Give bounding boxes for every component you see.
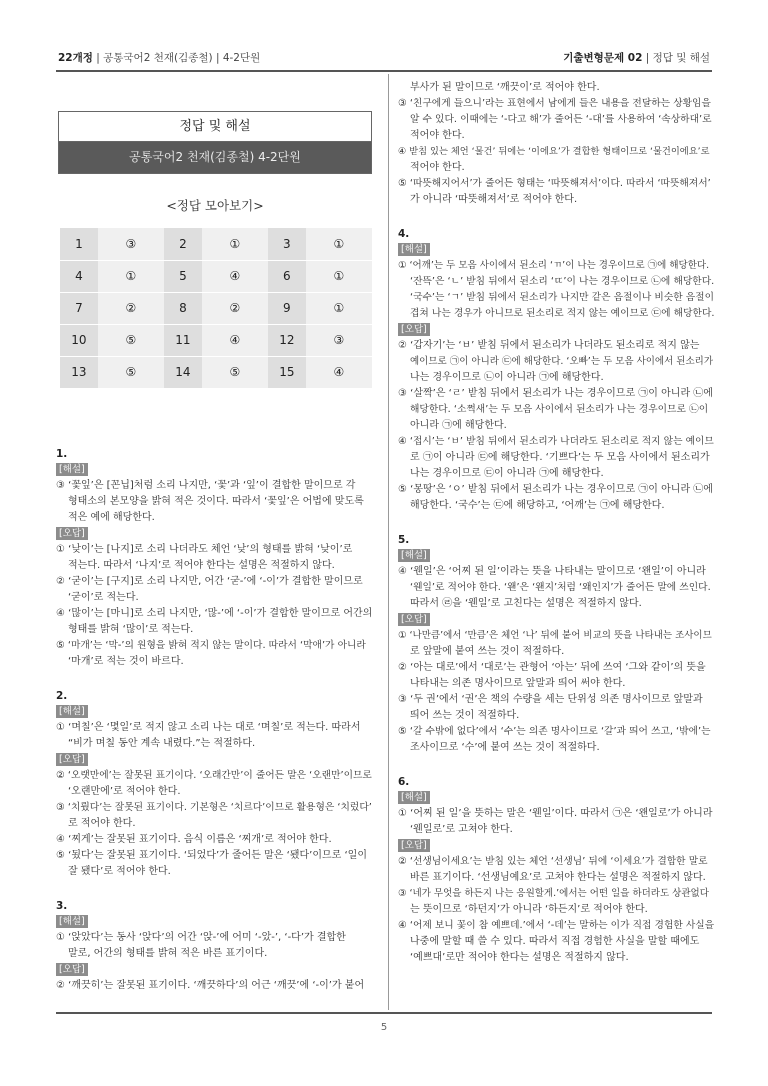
- explanation-continuation: ‘웬일로’로 고쳐야 한다.: [410, 824, 513, 835]
- explanation-continuation: 알 수 있다. 이때에는 ‘-다고 해’가 줄어든 ‘-대’를 사용하여 ‘속상하대’로: [410, 114, 712, 125]
- section-tag: [오답]: [56, 753, 88, 766]
- explanation-item: ① ‘낮이’는 [나지]로 소리 나더라도 체언 ‘낮’의 형태를 밝혀 ‘낮이’로: [56, 544, 353, 555]
- explanation-item: ① ‘앉았다’는 동사 ‘앉다’의 어간 ‘앉-’에 어미 ‘-았-’, ‘-다’가 결합한: [56, 932, 346, 943]
- question-number-cell: 1: [60, 228, 98, 260]
- answer-cell: ②: [202, 292, 268, 324]
- question-number: 5.: [398, 534, 410, 546]
- section-tag: [오답]: [398, 323, 430, 336]
- answer-cell: ④: [202, 324, 268, 356]
- question-number-cell: 10: [60, 324, 98, 356]
- spacer: [56, 880, 372, 898]
- answer-cell: ⑤: [202, 356, 268, 388]
- tag-line: [56, 914, 372, 930]
- explanation-item: ④ ‘많이’는 [마니]로 소리 나지만, ‘많-’에 ‘-이’가 결합한 말이므로 어간의: [56, 608, 373, 619]
- tag-line: [398, 612, 714, 628]
- header-right: [563, 50, 710, 65]
- header-exam-label: 기출변형문제 02: [563, 52, 643, 64]
- explanation-item: ③ ‘꽃잎’은 [꼰닙]처럼 소리 나지만, ‘꽃’과 ‘잎’이 결합한 말이므로 각: [56, 480, 356, 491]
- section-tag: [해설]: [56, 915, 88, 928]
- explanation-item: ④ ‘어제 보니 꽃이 참 예쁘데.’에서 ‘-데’는 말하는 이가 직접 경험한 사실을: [398, 920, 715, 931]
- explanation-continuation: 형태를 밝혀 ‘많이’로 적는다.: [68, 624, 194, 635]
- explanation-item: ③ ‘두 권’에서 ‘권’은 책의 수량을 세는 단위성 의존 명사이므로 앞말과: [398, 694, 703, 705]
- explanation-item: ① ‘며칠’은 ‘몇일’로 적지 않고 소리 나는 대로 ‘며칠’로 적는다. 따라서: [56, 722, 361, 733]
- explanation-continuation: 나타내는 의존 명사이므로 앞말과 띄어 써야 한다.: [410, 678, 626, 689]
- tag-line: [398, 790, 714, 806]
- answer-table: [60, 228, 372, 389]
- explanation-continuation: 나는 경우이므로 ㉢이 아니라 ㉠에 해당한다.: [410, 468, 604, 479]
- explanation-continuation: 띄어 쓰는 것이 적절하다.: [410, 710, 520, 721]
- left-column: [56, 446, 372, 994]
- question-number: 2.: [56, 690, 68, 702]
- tag-line: [398, 838, 714, 854]
- explanation-item: ④ ‘접시’는 ‘ㅂ’ 받침 뒤에서 된소리가 나더라도 된소리로 적지 않는 예이므: [398, 436, 714, 447]
- explanation-continuation: 아니라 ㉠에 해당한다.: [410, 420, 507, 431]
- explanation-continuation: 로 앞말에 붙여 쓰는 것이 적절하다.: [410, 646, 565, 657]
- question-number-cell: 6: [268, 260, 306, 292]
- answer-cell: ③: [306, 324, 372, 356]
- question-number-cell: 14: [164, 356, 202, 388]
- tag-line: [398, 242, 714, 258]
- question-number-cell: 7: [60, 292, 98, 324]
- section-tag: [해설]: [56, 463, 88, 476]
- answer-cell: ②: [98, 292, 164, 324]
- explanation-item: ② ‘깨끗히’는 잘못된 표기이다. ‘깨끗하다’의 어근 ‘깨끗’에 ‘-이’가 붙어: [56, 980, 365, 991]
- question-number-cell: 4: [60, 260, 98, 292]
- header-edition: 22개정: [58, 52, 93, 64]
- explanation-continuation: 적어야 한다.: [410, 162, 465, 173]
- explanation-item: ⑤ ‘따뜻해지어서’가 줄어든 형태는 ‘따뜻해져서’이다. 따라서 ‘따뜻해져서’: [398, 178, 711, 189]
- question-number: 1.: [56, 448, 68, 460]
- question-number: 6.: [398, 776, 410, 788]
- question-number: 3.: [56, 900, 68, 912]
- tag-line: [398, 548, 714, 564]
- answer-cell: ①: [98, 260, 164, 292]
- explanation-continuation: 부사가 된 말이므로 ‘깨끗이’로 적어야 한다.: [410, 82, 600, 93]
- section-tag: [오답]: [398, 613, 430, 626]
- explanation-item: ③ ‘치뤘다’는 잘못된 표기이다. 기본형은 ‘치르다’이므로 활용형은 ‘치렀다’: [56, 802, 372, 813]
- column-divider: [388, 74, 389, 1010]
- question-number-cell: 12: [268, 324, 306, 356]
- explanation-continuation: 가 아니라 ‘따뜻해져서’로 적어야 한다.: [410, 194, 578, 205]
- question-number: 4.: [398, 228, 410, 240]
- page-number: 5: [380, 1022, 388, 1033]
- answer-cell: ③: [98, 228, 164, 260]
- answer-row: [60, 292, 372, 324]
- question-number-cell: 8: [164, 292, 202, 324]
- question-number-cell: 15: [268, 356, 306, 388]
- spacer: [56, 670, 372, 688]
- footer-rule: [56, 1012, 712, 1014]
- explanation-continuation: 예이므로 ㉠이 아니라 ㉢에 해당한다. ‘오빠’는 두 모음 사이에서 된소리가: [410, 356, 714, 367]
- explanation-item: ③ ‘살짝’은 ‘ㄹ’ 받침 뒤에서 된소리가 나는 경우이므로 ㉠이 아니라 ㉡에: [398, 388, 713, 399]
- tag-line: [398, 322, 714, 338]
- header-left: [58, 50, 260, 65]
- header-rule: [56, 70, 712, 72]
- tag-line: [56, 526, 372, 542]
- explanation-continuation: 말로, 어간의 형태를 밝혀 적은 바른 표기이다.: [68, 948, 268, 959]
- section-tag: [오답]: [398, 839, 430, 852]
- explanation-item: ② ‘갑자기’는 ‘ㅂ’ 받침 뒤에서 된소리가 나더라도 된소리로 적지 않는: [398, 340, 700, 351]
- explanation-continuation: ‘오랜만에’로 적어야 한다.: [68, 786, 181, 797]
- explanation-item: ④ 받침 있는 체언 ‘물건’ 뒤에는 ‘이에요’가 결합한 형태이므로 ‘물건이에요’로: [398, 146, 710, 157]
- explanation-continuation: 적어야 한다.: [410, 130, 465, 141]
- tag-line: [56, 462, 372, 478]
- explanation-continuation: 로 ㉠이 아니라 ㉢에 해당한다. ‘기쁘다’는 두 모음 사이에서 된소리가: [410, 452, 710, 463]
- section-tag: [해설]: [56, 705, 88, 718]
- answer-row: [60, 324, 372, 356]
- explanation-continuation: 해당한다. ‘소쩍새’는 두 모음 사이에서 된소리가 나는 경우이므로 ㉡이: [410, 404, 709, 415]
- section-tag: [오답]: [56, 527, 88, 540]
- explanation-continuation: 로 적어야 한다.: [68, 818, 136, 829]
- explanation-item: ④ ‘웬일’은 ‘어찌 된 일’이라는 뜻을 나타내는 말이므로 ‘왠일’이 아니라: [398, 566, 706, 577]
- section-tag: [오답]: [56, 963, 88, 976]
- header-course: | 공통국어2 천재(김종철) | 4-2단원: [92, 52, 261, 64]
- explanation-continuation: 조사이므로 ‘수’에 붙여 쓰는 것이 적절하다.: [410, 742, 600, 753]
- answer-row: [60, 260, 372, 292]
- explanation-continuation: ‘예쁘대’로만 적어야 한다는 설명은 적절하지 않다.: [410, 952, 629, 963]
- question-number-cell: 11: [164, 324, 202, 356]
- explanation-item: ⑤ ‘갈 수밖에 없다’에서 ‘수’는 의존 명사이므로 ‘갈’과 띄어 쓰고, ‘밖에’는: [398, 726, 711, 737]
- explanation-item: ③ ‘네가 무엇을 하든지 나는 응원할게.’에서는 어떤 일을 하더라도 상관없다: [398, 888, 709, 899]
- answer-cell: ①: [202, 228, 268, 260]
- answer-cell: ①: [306, 228, 372, 260]
- explanation-continuation: 해당한다. ‘국수’는 ㉢에 해당하고, ‘어깨’는 ㉠에 해당한다.: [410, 500, 665, 511]
- explanation-item: ② ‘선생님이세요’는 받침 있는 체언 ‘선생님’ 뒤에 ‘이세요’가 결합한 말로: [398, 856, 708, 867]
- explanation-continuation: 나는 경우이므로 ㉡이 아니라 ㉠에 해당한다.: [410, 372, 604, 383]
- spacer: [398, 514, 714, 532]
- explanation-continuation: “비가 며칠 동안 계속 내렸다.”는 적절하다.: [68, 738, 256, 749]
- question-number-cell: 9: [268, 292, 306, 324]
- answer-cell: ①: [306, 260, 372, 292]
- explanation-continuation: 잘 됐다’로 적어야 한다.: [68, 866, 171, 877]
- answer-cell: ①: [306, 292, 372, 324]
- explanation-item: ① ‘어찌 된 일’을 뜻하는 말은 ‘웬일’이다. 따라서 ㉠은 ‘왠일로’가 아니라: [398, 808, 713, 819]
- explanation-item: ② ‘오랫만에’는 잘못된 표기이다. ‘오래간만’이 줄어든 말은 ‘오랜만’이므로: [56, 770, 372, 781]
- answer-row: [60, 228, 372, 260]
- tag-line: [56, 962, 372, 978]
- explanation-continuation: ‘잔뜩’은 ‘ㄴ’ 받침 뒤에서 된소리 ‘ㄸ’이 나는 경우이므로 ㉡에 해당한다.: [410, 276, 715, 287]
- explanation-continuation: ‘웬일’로 적어야 한다. ‘왠’은 ‘왠지’처럼 ‘왜인지’가 줄어든 말에 쓰인다.: [410, 582, 711, 593]
- answer-cell: ⑤: [98, 356, 164, 388]
- explanation-item: ③ ‘친구에게 들으니’라는 표현에서 남에게 들은 내용을 전달하는 상황임을: [398, 98, 711, 109]
- tag-line: [56, 752, 372, 768]
- explanation-item: ① ‘어깨’는 두 모음 사이에서 된소리 ‘ㄲ’이 나는 경우이므로 ㉠에 해당한다.: [398, 260, 710, 271]
- title-box: [58, 111, 372, 174]
- explanation-continuation: 형태소의 본모양을 밝혀 적은 것이다. 따라서 ‘꽃잎’은 어법에 맞도록: [68, 496, 364, 507]
- right-column: [398, 80, 714, 966]
- section-tag: [해설]: [398, 791, 430, 804]
- question-number-cell: 2: [164, 228, 202, 260]
- answer-cell: ④: [306, 356, 372, 388]
- explanation-item: ④ ‘찌게’는 잘못된 표기이다. 음식 이름은 ‘찌개’로 적어야 한다.: [56, 834, 332, 845]
- explanation-item: ⑤ ‘마개’는 ‘막-’의 원형을 밝혀 적지 않는 말이다. 따라서 ‘막애’가 아니라: [56, 640, 366, 651]
- explanation-continuation: 는 뜻이므로 ‘하던지’가 아니라 ‘하든지’로 적어야 한다.: [410, 904, 648, 915]
- explanation-continuation: 적는다. 따라서 ‘나지’로 적어야 한다는 설명은 적절하지 않다.: [68, 560, 335, 571]
- explanation-continuation: 바른 표기이다. ‘선생님예요’로 고쳐야 한다는 설명은 적절하지 않다.: [410, 872, 706, 883]
- question-number-cell: 5: [164, 260, 202, 292]
- explanation-continuation: ‘굳이’로 적는다.: [68, 592, 139, 603]
- explanation-continuation: 적은 예에 해당한다.: [68, 512, 155, 523]
- spacer: [398, 208, 714, 226]
- section-tag: [해설]: [398, 549, 430, 562]
- explanation-item: ② ‘굳이’는 [구지]로 소리 나지만, 어간 ‘굳-’에 ‘-이’가 결합한 말이므로: [56, 576, 363, 587]
- header-section: | 정답 및 해설: [642, 52, 710, 64]
- section-tag: [해설]: [398, 243, 430, 256]
- question-number-cell: 3: [268, 228, 306, 260]
- answer-row: [60, 356, 372, 388]
- explanation-continuation: ‘국수’는 ‘ㄱ’ 받침 뒤에서 된소리가 나지만 같은 음절이나 비슷한 음절이: [410, 292, 715, 303]
- answer-cell: ⑤: [98, 324, 164, 356]
- explanation-continuation: 따라서 ㉣을 ‘웬일’로 고친다는 설명은 적절하지 않다.: [410, 598, 642, 609]
- explanation-item: ① ‘나만큼’에서 ‘만큼’은 체언 ‘나’ 뒤에 붙어 비교의 뜻을 나타내는 조사이므: [398, 630, 712, 641]
- spacer: [398, 756, 714, 774]
- explanation-continuation: 겹쳐 나는 경우가 아니므로 된소리로 적지 않는 예이므로 ㉢에 해당한다.: [410, 308, 715, 319]
- explanation-item: ⑤ ‘됬다’는 잘못된 표기이다. ‘되었다’가 줄어든 말은 ‘됐다’이므로 ‘일이: [56, 850, 367, 861]
- summary-title: <정답 모아보기>: [166, 198, 264, 213]
- title-sub: 공통국어2 천재(김종철) 4-2단원: [59, 142, 371, 173]
- explanation-continuation: 나중에 말할 때 쓸 수 있다. 따라서 직접 경험한 사실을 말할 때에도: [410, 936, 700, 947]
- answer-cell: ④: [202, 260, 268, 292]
- tag-line: [56, 704, 372, 720]
- explanation-item: ② ‘아는 대로’에서 ‘대로’는 관형어 ‘아는’ 뒤에 쓰여 ‘그와 같이’의 뜻을: [398, 662, 706, 673]
- title-main: 정답 및 해설: [59, 112, 371, 142]
- explanation-item: ⑤ ‘몽땅’은 ‘ㅇ’ 받침 뒤에서 된소리가 나는 경우이므로 ㉠이 아니라 ㉡에: [398, 484, 713, 495]
- explanation-continuation: ‘마개’로 적는 것이 바르다.: [68, 656, 184, 667]
- question-number-cell: 13: [60, 356, 98, 388]
